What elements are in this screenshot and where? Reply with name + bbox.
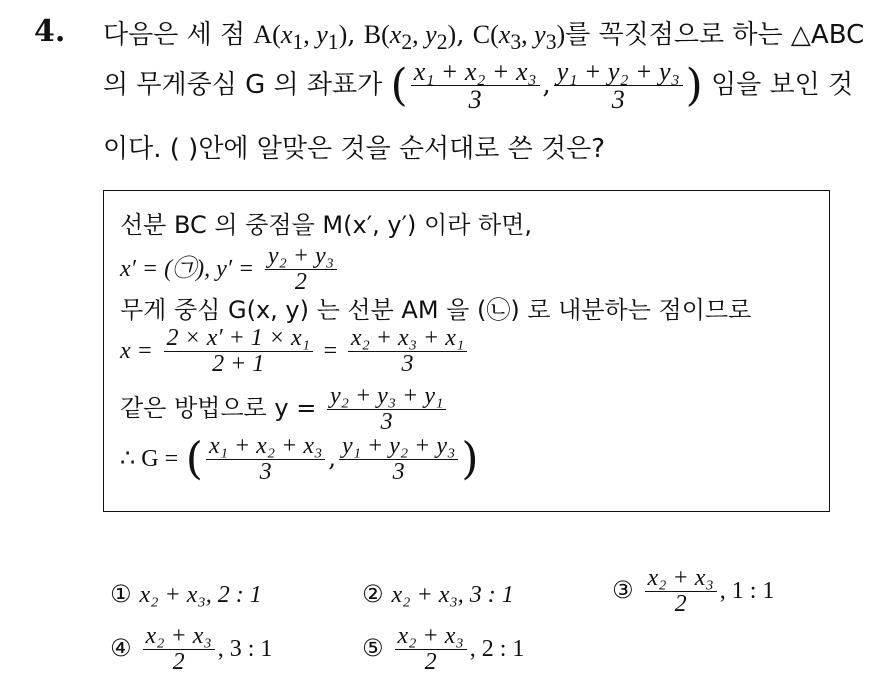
point-a: $A(x_1$, $y_1$) (253, 20, 348, 55)
question-number: 4. (34, 14, 66, 49)
option-1[interactable]: ① x₂ + x₃, 2 : 1 (110, 580, 262, 608)
point-b: $B(x_2$, $y_2$) (363, 20, 457, 55)
box-line-1: 선분 BC 의 중점을 M(x′, y′) 이라 하면, (120, 211, 533, 239)
y-result-fraction: $\frac{\text{y₂ + y₃ + y₁}}{3}$ (327, 384, 446, 435)
box-line-2: x′ = (㉠), y′ = $\frac{\text{y₂ + y₃}}{2}$ (120, 244, 340, 295)
final-y-fraction: $\frac{\text{y₁ + y₂ + y₃}}{3}$ (339, 434, 458, 485)
question-line-1: 다음은 세 점 $A(x_1$, $y_1$), $B(x_2$, $y_2$), $C(x_3$, $y_3$)를 꼭짓점으로 하는 △ABC (103, 20, 865, 55)
section-formula-fraction: $\frac{\text{2 × x′ + 1 × x₁}}{2 + 1}$ (164, 326, 313, 377)
line2-suffix: 임을 보인 것 (711, 69, 854, 100)
option-2[interactable]: ② x₂ + x₃, 3 : 1 (362, 580, 514, 608)
box-line-6: ∴ G = ( $\frac{\text{x₁ + x₂ + x₃}}{3}$ , $\frac{\text{y₁ + y₂ + y₃}}{3}$ ) (120, 433, 479, 486)
line1-suffix: 를 꼭짓점으로 하는 △ABC (565, 20, 865, 50)
centroid-x-fraction: $\frac{\text{x₁ + x₂ + x₃}}{3}$ (411, 58, 540, 114)
line1-prefix: 다음은 세 점 (103, 20, 254, 50)
question-line-3: 이다. ( )안에 알맞은 것을 순서대로 쓴 것은? (103, 134, 606, 164)
box-line-4: x = $\frac{\text{2 × x′ + 1 × x₁}}{2 + 1}$ = $\frac{\text{x₂ + x₃ + x₁}}{3}$ (120, 326, 470, 377)
option-5[interactable]: ⑤ $\frac{\text{x₂ + x₃}}{2}$ , 2 : 1 (362, 623, 525, 676)
point-c: $C(x_3$, $y_3$) (472, 20, 566, 55)
line2-prefix: 의 무게중심 G 의 좌표가 (103, 69, 383, 100)
midpoint-y-fraction: $\frac{\text{y₂ + y₃}}{2}$ (265, 244, 337, 295)
question-line-2: 의 무게중심 G 의 좌표가 ( $\frac{\text{x₁ + x₂ + x₃}}{3}$ , $\frac{\text{y₁ + y₂ + y₃}}{3}$ ) 임을 보인 것 (103, 57, 854, 115)
box-line-5: 같은 방법으로 y = $\frac{\text{y₂ + y₃ + y₁}}{3}$ (120, 384, 449, 435)
x-result-fraction: $\frac{\text{x₂ + x₃ + x₁}}{3}$ (348, 326, 467, 377)
option-3[interactable]: ③ $\frac{\text{x₂ + x₃}}{2}$ , 1 : 1 (612, 565, 775, 618)
final-x-fraction: $\frac{\text{x₁ + x₂ + x₃}}{3}$ (206, 434, 325, 485)
centroid-y-fraction: $\frac{\text{y₁ + y₂ + y₃}}{3}$ (554, 58, 683, 114)
option-4[interactable]: ④ $\frac{\text{x₂ + x₃}}{2}$ , 3 : 1 (110, 623, 273, 676)
box-line-3: 무게 중심 G(x, y) 는 선분 AM 을 (㉡) 로 내분하는 점이므로 (120, 296, 752, 324)
